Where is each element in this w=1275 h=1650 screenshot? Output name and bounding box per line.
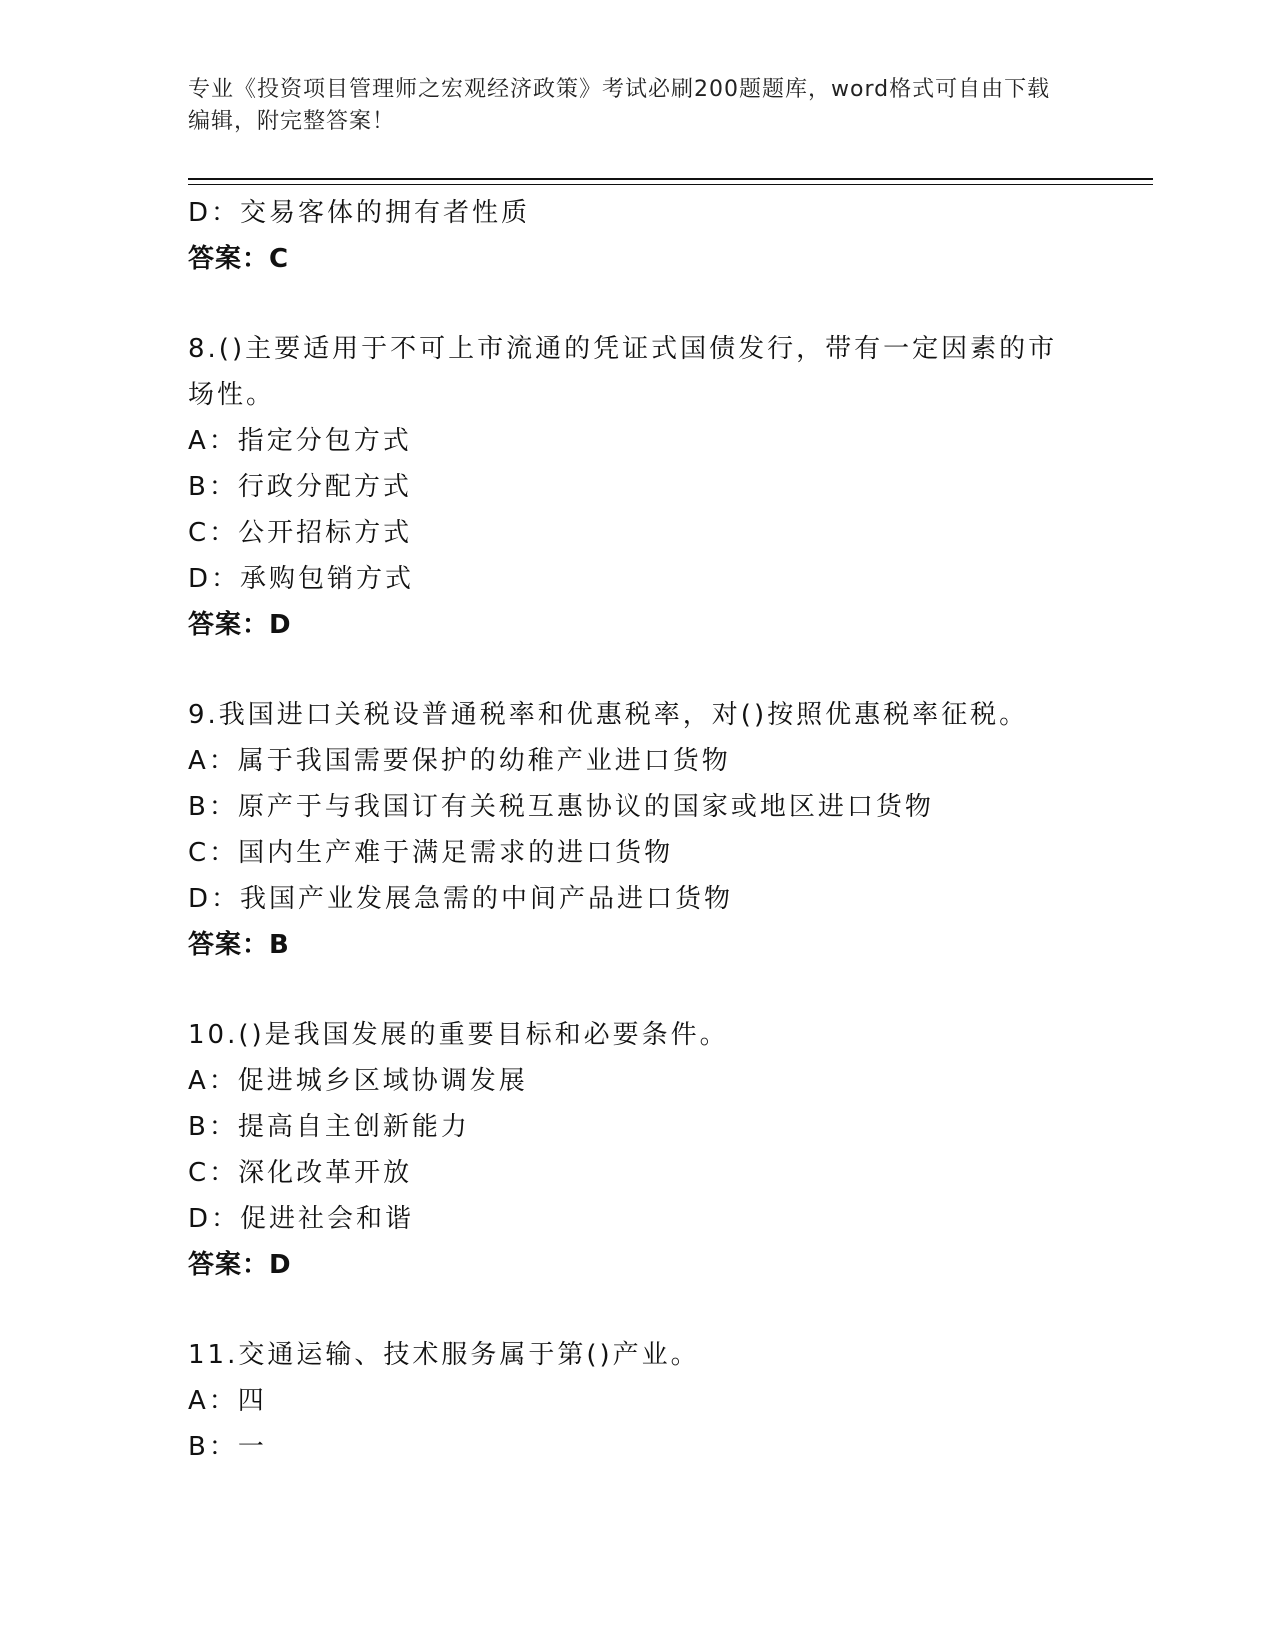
answer: 答案：D — [188, 610, 292, 640]
option-a: A：促进城乡区域协调发展 — [188, 1066, 528, 1096]
question-10 — [188, 1012, 1088, 1288]
question-8 — [188, 326, 1088, 648]
question-text: 10.()是我国发展的重要目标和必要条件。 — [188, 1020, 729, 1050]
question-7-tail — [188, 190, 1088, 282]
spacer — [188, 648, 1088, 692]
option-b: B：原产于与我国订有关税互惠协议的国家或地区进口货物 — [188, 792, 934, 822]
document-header: 专业《投资项目管理师之宏观经济政策》考试必刷200题题库，word格式可自由下载编辑，附完整答案！ — [188, 77, 1051, 134]
option-b: B：提高自主创新能力 — [188, 1112, 470, 1142]
option-a: A：指定分包方式 — [188, 426, 412, 456]
option-a: A：四 — [188, 1386, 267, 1416]
answer: 答案：C — [188, 244, 290, 274]
spacer — [188, 1288, 1088, 1332]
question-text: 8.()主要适用于不可上市流通的凭证式国债发行，带有一定因素的市场性。 — [188, 334, 1058, 410]
question-text: 11.交通运输、技术服务属于第()产业。 — [188, 1340, 700, 1370]
answer: 答案：B — [188, 930, 290, 960]
option-b: B：行政分配方式 — [188, 472, 412, 502]
question-list — [188, 190, 1088, 1470]
option-b: B：一 — [188, 1432, 267, 1462]
option-c: C：公开招标方式 — [188, 518, 413, 548]
option-a: A：属于我国需要保护的幼稚产业进口货物 — [188, 746, 731, 776]
question-text: 9.我国进口关税设普通税率和优惠税率，对()按照优惠税率征税。 — [188, 700, 1029, 730]
question-9 — [188, 692, 1088, 968]
header-divider-thin — [188, 184, 1153, 185]
option-d: D：承购包销方式 — [188, 564, 415, 594]
option-c: C：国内生产难于满足需求的进口货物 — [188, 838, 674, 868]
answer: 答案：D — [188, 1250, 292, 1280]
spacer — [188, 968, 1088, 1012]
option-d: D：我国产业发展急需的中间产品进口货物 — [188, 884, 734, 914]
spacer — [188, 282, 1088, 326]
question-11 — [188, 1332, 1088, 1470]
header-divider-thick — [188, 178, 1153, 180]
option-c: C：深化改革开放 — [188, 1158, 413, 1188]
option-d: D：交易客体的拥有者性质 — [188, 198, 531, 228]
option-d: D：促进社会和谐 — [188, 1204, 415, 1234]
